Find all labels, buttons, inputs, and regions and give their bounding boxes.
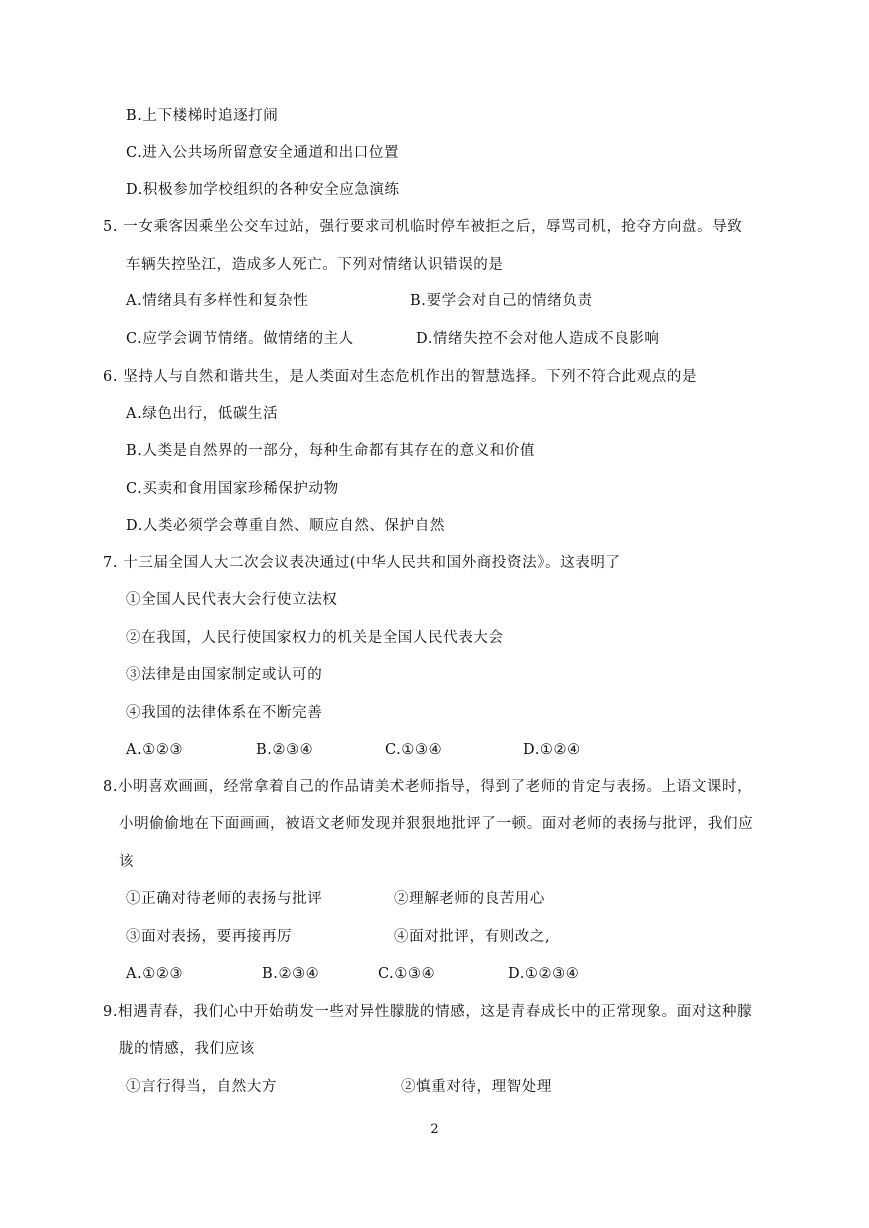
q7-option-a: A.①②③ [126, 742, 184, 758]
q6-option-d: D.人类必须学会尊重自然、顺应自然、保护自然 [126, 518, 445, 534]
q7-statement-4: ④我国的法律体系在不断完善 [126, 705, 323, 721]
q8-statement-2: ②理解老师的良苦用心 [394, 891, 545, 907]
q7-option-c: C.①③④ [385, 742, 443, 758]
q7-statement-1: ①全国人民代表大会行使立法权 [126, 592, 338, 608]
q8-option-a: A.①②③ [126, 966, 184, 982]
page-number: 2 [430, 1122, 439, 1137]
q9-stem-line1: 9.相遇青春，我们心中开始萌发一些对异性朦胧的情感，这是青春成长中的正常现象。面对这种朦 [103, 1004, 753, 1020]
q8-option-c: C.①③④ [378, 966, 436, 982]
q9-statement-1: ①言行得当，自然大方 [126, 1079, 277, 1095]
q8-stem-line2: 小明偷偷地在下面画画，被语文老师发现并狠狠地批评了一顿。面对老师的表扬与批评，我们应 [119, 816, 754, 832]
q8-option-d: D.①②③④ [508, 966, 580, 982]
q4-option-b: B.上下楼梯时追逐打闹 [126, 108, 279, 124]
q9-stem-line2: 胧的情感，我们应该 [119, 1041, 255, 1057]
q8-statement-3: ③面对表扬，要再接再厉 [126, 929, 293, 945]
q6-option-c: C.买卖和食用国家珍稀保护动物 [126, 481, 339, 497]
q8-option-b: B.②③④ [262, 966, 320, 982]
q5-stem-line1: 5. 一女乘客因乘坐公交车过站，强行要求司机临时停车被拒之后，辱骂司机，抢夺方向盘。导致 [103, 219, 743, 235]
q6-option-b: B.人类是自然界的一部分，每种生命都有其存在的意义和价值 [126, 443, 536, 459]
q4-option-c: C.进入公共场所留意安全通道和出口位置 [126, 145, 400, 161]
q7-statement-2: ②在我国，人民行使国家权力的机关是全国人民代表大会 [126, 630, 504, 646]
q8-stem-line3: 该 [119, 854, 135, 870]
q8-stem-line1: 8.小明喜欢画画，经常拿着自己的作品请美术老师指导，得到了老师的肯定与表扬。上语文课时， [103, 779, 753, 795]
q6-option-a: A.绿色出行，低碳生活 [126, 406, 279, 422]
q5-stem-line2: 车辆失控坠江，造成多人死亡。下列对情绪认识错误的是 [126, 257, 504, 273]
q8-statement-1: ①正确对待老师的表扬与批评 [126, 891, 323, 907]
q9-statement-2: ②慎重对待，理智处理 [401, 1079, 552, 1095]
q7-option-d: D.①②④ [523, 742, 581, 758]
q5-option-d: D.情绪失控不会对他人造成不良影响 [416, 331, 660, 347]
q6-stem: 6. 坚持人与自然和谐共生，是人类面对生态危机作出的智慧选择。下列不符合此观点的是 [103, 369, 698, 385]
q4-option-d: D.积极参加学校组织的各种安全应急演练 [126, 182, 400, 198]
q7-option-b: B.②③④ [256, 742, 314, 758]
q7-statement-3: ③法律是由国家制定或认可的 [126, 667, 323, 683]
q5-option-a: A.情绪具有多样性和复杂性 [126, 293, 309, 309]
q5-option-c: C.应学会调节情绪。做情绪的主人 [126, 331, 354, 347]
q5-option-b: B.要学会对自己的情绪负责 [410, 293, 593, 309]
q8-statement-4: ④面对批评，有则改之, [394, 929, 551, 945]
q7-stem: 7. 十三届全国人大二次会议表决通过(中华人民共和国外商投资法》。这表明了 [103, 555, 621, 571]
